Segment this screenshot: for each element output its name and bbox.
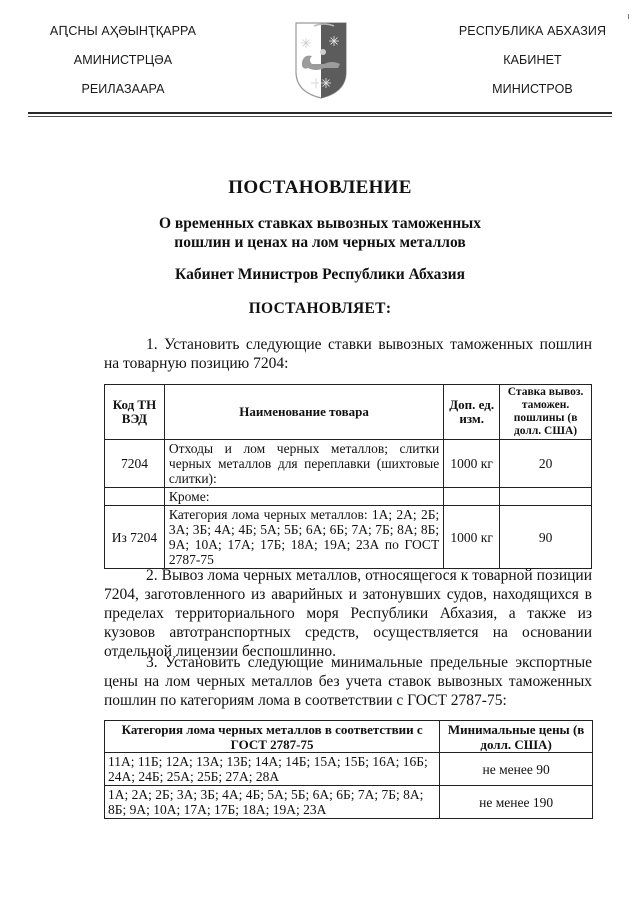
document-issuer: Кабинет Министров Республики Абхазия (175, 266, 465, 283)
header-code: Код ТН ВЭД (105, 385, 165, 440)
cell-category: 1А; 2А; 2Б; 3А; 3Б; 4А; 4Б; 5А; 5Б; 6А; 6Б; 7А; 7Б; 8А; 8Б; 9А; 10А; 17А; 17Б; 18А; 19А; 23А (105, 786, 440, 819)
letterhead-russian-line-2: КАБИНЕТ (503, 53, 562, 67)
letterhead (0, 0, 640, 120)
document-subject-line-2: пошлин и ценах на лом черных металлов (174, 234, 466, 251)
coat-of-arms-icon (294, 20, 348, 100)
header-rate: Ставка вывоз. таможен. пошлины (в долл. США) (500, 385, 592, 440)
paragraph-3-text: 3. Установить следующие минимальные предельные экспортные цены на лом черных металлов без учета ставок вывозных таможенных пошлин по категориям лома в соответствии с ГОСТ 2787-75: (104, 654, 592, 709)
letterhead-abkhaz-line-3: РЕИЛАЗААРА (81, 82, 165, 96)
cell-unit: 1000 кг (444, 440, 500, 488)
letterhead-double-rule (28, 112, 612, 117)
cell-code (105, 488, 165, 506)
letterhead-russian (450, 23, 615, 110)
letterhead-russian-line-1: РЕСПУБЛИКА АБХАЗИЯ (458, 24, 607, 38)
header-min-price: Минимальные цены (в долл. США) (440, 721, 593, 753)
header-category: Категория лома черных металлов в соответствии с ГОСТ 2787-75 (105, 721, 440, 753)
paragraph-2-text: 2. Вывоз лома черных металлов, относящегося к товарной позиции 7204, заготовленного из аварийных и затонувших судов, находящихся в пределах территориального моря Республики Абхазия, а также из кузовов автотранспортных средств, осуществляется на основании отдельной лицензии беспошлинно. (104, 567, 592, 660)
document-title: ПОСТАНОВЛЕНИЕ (228, 177, 412, 198)
table-header-row (105, 385, 592, 440)
table-row (105, 488, 592, 506)
decree-word: ПОСТАНОВЛЯЕТ: (248, 300, 392, 317)
cell-name: Категория лома черных металлов: 1А; 2А; 2Б; 3А; 3Б; 4А; 4Б; 5А; 5Б; 6А; 6Б; 7А; 7Б; 8А; 8Б; 9А; 10А; 17А; 17Б; 18А; 19А; 23А по ГОСТ 2787-75 (164, 506, 443, 569)
letterhead-abkhaz-line-1: АԤСНЫ АҲӘЫНҬҚАРРА (49, 24, 197, 38)
cell-rate (500, 488, 592, 506)
table-header-row (105, 721, 593, 753)
paragraph-1-text: 1. Установить следующие ставки вывозных таможенных пошлин на товарную позицию 7204: (104, 336, 592, 372)
letterhead-abkhaz (48, 23, 198, 110)
cell-category: 11А; 11Б; 12А; 13А; 13Б; 14А; 14Б; 15А; 15Б; 16А; 16Б; 24А; 24Б; 25А; 25Б; 27А; 28А (105, 753, 440, 786)
letterhead-russian-line-3: МИНИСТРОВ (492, 82, 573, 96)
document-subject (0, 214, 640, 252)
export-duty-table (104, 384, 592, 569)
document-subject-line-1: О временных ставках вывозных таможенных (159, 215, 481, 232)
cell-min-price: не менее 90 (440, 753, 593, 786)
cell-min-price: не менее 190 (440, 786, 593, 819)
cell-rate: 20 (500, 440, 592, 488)
table-row (105, 753, 593, 786)
cell-unit: 1000 кг (444, 506, 500, 569)
paragraph-1 (104, 335, 592, 373)
table-row (105, 440, 592, 488)
scan-edge-mark (628, 14, 629, 19)
cell-name: Кроме: (164, 488, 443, 506)
header-name: Наименование товара (164, 385, 443, 440)
header-unit: Доп. ед. изм. (444, 385, 500, 440)
letterhead-abkhaz-line-2: АМИНИСТРЦӘА (73, 53, 173, 67)
cell-unit (444, 488, 500, 506)
cell-rate: 90 (500, 506, 592, 569)
table-row (105, 506, 592, 569)
cell-code: Из 7204 (105, 506, 165, 569)
cell-code: 7204 (105, 440, 165, 488)
table-row (105, 786, 593, 819)
minimum-price-table (104, 720, 593, 819)
paragraph-3 (104, 653, 592, 710)
paragraph-2 (104, 566, 592, 661)
cell-name: Отходы и лом черных металлов; слитки черных металлов для переплавки (шихтовые слитки): (164, 440, 443, 488)
